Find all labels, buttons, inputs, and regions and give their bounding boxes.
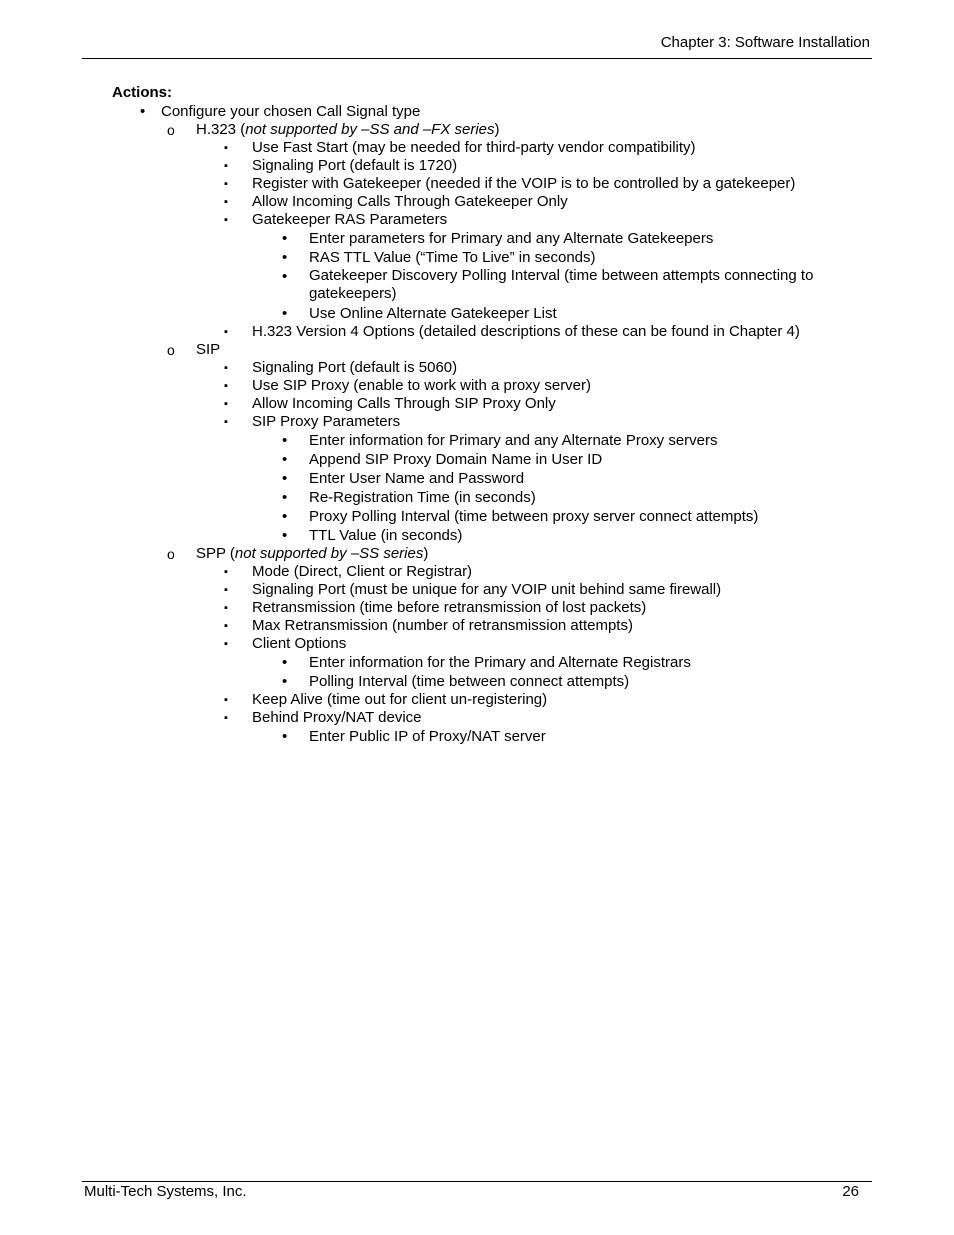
bullet-square-icon: ▪	[224, 362, 228, 374]
list-item-label: Enter information for the Primary and Alternate Registrars	[309, 654, 691, 671]
bullet-square-icon: ▪	[224, 416, 228, 428]
list-item-label: Proxy Polling Interval (time between proxy server connect attempts)	[309, 508, 759, 525]
list-item	[0, 563, 954, 581]
list-item-text	[309, 469, 524, 488]
list-item-label: Gatekeeper RAS Parameters	[252, 211, 448, 228]
list-item-label: Enter User Name and Password	[309, 470, 525, 487]
bullet-square-icon: ▪	[224, 178, 228, 190]
list-item-label: Use Fast Start (may be needed for third-party vendor compatibility)	[252, 139, 696, 156]
header-divider	[82, 58, 872, 59]
list-item-label: TTL Value (in seconds)	[309, 527, 463, 544]
page-number: 26	[842, 1183, 859, 1200]
list-item	[0, 341, 954, 359]
bullet-disc-icon: •	[282, 451, 288, 468]
list-item-text	[252, 377, 591, 395]
list-item-text	[309, 672, 629, 691]
list-item-text	[252, 395, 556, 413]
list-item-label: Keep Alive (time out for client un-registering)	[252, 691, 548, 708]
list-item-note: not supported by –SS series	[234, 545, 424, 562]
list-item-text	[252, 581, 721, 599]
actions-heading: Actions:	[112, 84, 172, 101]
list-item-text	[252, 617, 633, 635]
list-item-text	[252, 193, 568, 211]
list-item-text	[309, 267, 844, 303]
list-item-text	[309, 248, 596, 267]
bullet-square-icon: ▪	[224, 602, 228, 614]
list-item	[0, 193, 954, 211]
list-item	[0, 395, 954, 413]
list-item	[0, 103, 954, 121]
bullet-square-icon: ▪	[224, 142, 228, 154]
bullet-disc-icon: •	[282, 249, 288, 266]
list-item-suffix: )	[423, 545, 429, 562]
list-item-label: SIP Proxy Parameters	[252, 413, 401, 430]
list-item	[0, 526, 954, 545]
bullet-disc-icon: •	[282, 470, 288, 487]
list-item	[0, 304, 954, 323]
list-item-text	[196, 121, 500, 139]
list-item	[0, 488, 954, 507]
list-item	[0, 211, 954, 229]
bullet-square-icon: ▪	[224, 620, 228, 632]
list-item-text	[309, 304, 557, 323]
list-item-label: Use SIP Proxy (enable to work with a proxy server)	[252, 377, 592, 394]
list-item-label: Enter parameters for Primary and any Alternate Gatekeepers	[309, 230, 714, 247]
list-item-label: SPP (	[196, 545, 235, 562]
bullet-circle-icon: o	[167, 122, 175, 138]
list-item-label: Allow Incoming Calls Through SIP Proxy Only	[252, 395, 556, 412]
footer-divider	[82, 1181, 872, 1182]
list-item-text	[196, 341, 220, 359]
list-item-text	[309, 653, 691, 672]
list-item-label: Use Online Alternate Gatekeeper List	[309, 305, 557, 322]
list-item-text	[309, 431, 718, 450]
list-item-text	[161, 103, 420, 121]
list-item-text	[252, 691, 547, 709]
list-item-label: Signaling Port (must be unique for any VOIP unit behind same firewall)	[252, 581, 722, 598]
list-item-label: Client Options	[252, 635, 347, 652]
list-item-suffix: )	[494, 121, 500, 138]
list-item	[0, 727, 954, 746]
list-item	[0, 545, 954, 563]
bullet-square-icon: ▪	[224, 380, 228, 392]
list-item-note: not supported by –SS and –FX series	[245, 121, 495, 138]
bullet-disc-icon: •	[282, 489, 288, 506]
bullet-square-icon: ▪	[224, 584, 228, 596]
list-item-label: Polling Interval (time between connect attempts)	[309, 673, 630, 690]
bullet-square-icon: ▪	[224, 326, 228, 338]
list-item-text	[252, 413, 400, 431]
page-header-chapter: Chapter 3: Software Installation	[660, 34, 870, 51]
list-item-label: Configure your chosen Call Signal type	[161, 103, 421, 120]
bullet-disc-icon: •	[282, 508, 288, 525]
footer-company: Multi-Tech Systems, Inc.	[84, 1183, 247, 1200]
list-item	[0, 139, 954, 157]
list-item	[0, 599, 954, 617]
bullet-disc-icon: •	[282, 305, 288, 322]
list-item	[0, 709, 954, 727]
list-item-label: Signaling Port (default is 5060)	[252, 359, 458, 376]
bullet-square-icon: ▪	[224, 196, 228, 208]
list-item-label: Behind Proxy/NAT device	[252, 709, 422, 726]
list-item-label: Allow Incoming Calls Through Gatekeeper Only	[252, 193, 568, 210]
list-item-label: RAS TTL Value (“Time To Live” in seconds)	[309, 249, 596, 266]
bullet-square-icon: ▪	[224, 214, 228, 226]
list-item	[0, 691, 954, 709]
list-item-label: Signaling Port (default is 1720)	[252, 157, 458, 174]
list-item-label: Re-Registration Time (in seconds)	[309, 489, 536, 506]
bullet-disc-icon: •	[282, 432, 288, 449]
bullet-disc-icon: •	[282, 728, 288, 745]
list-item	[0, 450, 954, 469]
list-item-text	[309, 507, 758, 526]
list-item	[0, 469, 954, 488]
list-item	[0, 653, 954, 672]
bullet-disc-icon: •	[282, 673, 288, 690]
list-item-label: H.323 (	[196, 121, 246, 138]
list-item-text	[309, 526, 462, 545]
list-item-text	[252, 359, 457, 377]
list-item-label: H.323 Version 4 Options (detailed descriptions of these can be found in Chapter 4)	[252, 323, 800, 340]
list-item-label: SIP	[196, 341, 221, 358]
list-item	[0, 248, 954, 267]
list-item	[0, 617, 954, 635]
bullet-square-icon: ▪	[224, 712, 228, 724]
bullet-disc-icon: •	[282, 654, 288, 671]
list-item-text	[252, 157, 457, 175]
list-item	[0, 121, 954, 139]
list-item	[0, 672, 954, 691]
list-item-label: Retransmission (time before retransmission of lost packets)	[252, 599, 647, 616]
list-item-label: Register with Gatekeeper (needed if the VOIP is to be controlled by a gatekeeper)	[252, 175, 796, 192]
list-item-text	[252, 599, 646, 617]
bullet-disc-icon: •	[282, 230, 288, 247]
list-item	[0, 431, 954, 450]
list-item-text	[252, 323, 800, 341]
list-item-text	[309, 450, 602, 469]
list-item-text	[252, 139, 696, 157]
bullet-disc-icon: •	[140, 103, 146, 120]
actions-list	[0, 103, 954, 746]
list-item-label: Gatekeeper Discovery Polling Interval (time between attempts connecting to gatekeepers)	[309, 267, 814, 302]
bullet-circle-icon: o	[167, 546, 175, 562]
list-item-label: Enter Public IP of Proxy/NAT server	[309, 728, 546, 745]
bullet-square-icon: ▪	[224, 566, 228, 578]
list-item-text	[252, 709, 422, 727]
list-item	[0, 229, 954, 248]
bullet-disc-icon: •	[282, 527, 288, 544]
list-item-text	[252, 635, 346, 653]
bullet-square-icon: ▪	[224, 694, 228, 706]
list-item-text	[309, 488, 536, 507]
list-item	[0, 507, 954, 526]
list-item-text	[309, 229, 713, 248]
list-item-text	[252, 563, 472, 581]
bullet-square-icon: ▪	[224, 398, 228, 410]
list-item	[0, 635, 954, 653]
list-item-text	[252, 211, 447, 229]
list-item	[0, 413, 954, 431]
list-item	[0, 267, 954, 304]
bullet-circle-icon: o	[167, 342, 175, 358]
list-item-label: Append SIP Proxy Domain Name in User ID	[309, 451, 603, 468]
bullet-square-icon: ▪	[224, 160, 228, 172]
list-item-text	[252, 175, 795, 193]
list-item-text	[309, 727, 546, 746]
list-item-label: Mode (Direct, Client or Registrar)	[252, 563, 473, 580]
list-item	[0, 377, 954, 395]
bullet-square-icon: ▪	[224, 638, 228, 650]
list-item	[0, 175, 954, 193]
list-item-text	[196, 545, 428, 563]
list-item	[0, 359, 954, 377]
bullet-disc-icon: •	[282, 268, 288, 285]
list-item	[0, 581, 954, 599]
list-item-label: Max Retransmission (number of retransmission attempts)	[252, 617, 633, 634]
list-item	[0, 157, 954, 175]
list-item-label: Enter information for Primary and any Alternate Proxy servers	[309, 432, 718, 449]
list-item	[0, 323, 954, 341]
